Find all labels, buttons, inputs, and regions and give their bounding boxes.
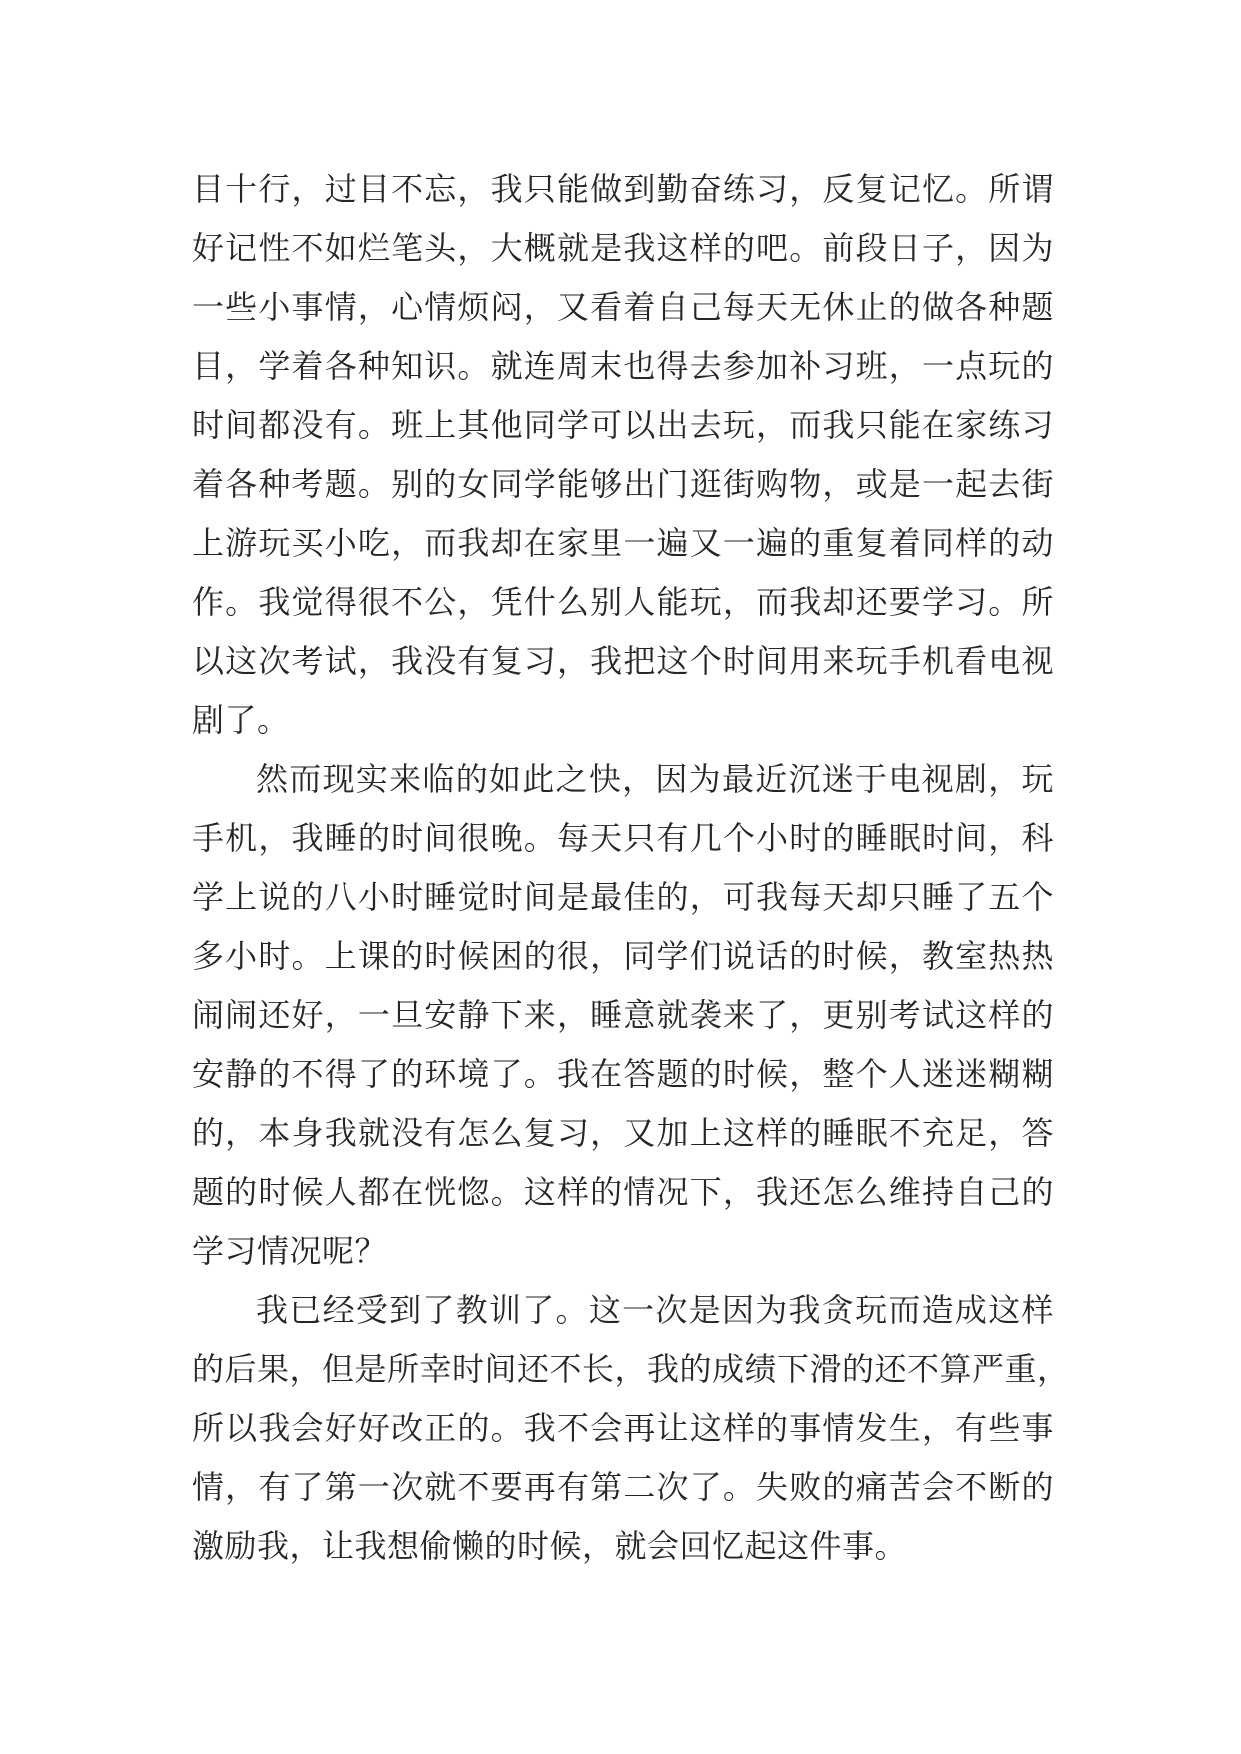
paragraph-line: 目，学着各种知识。就连周末也得去参加补习班，一点玩的 [192, 347, 1054, 385]
paragraph-line: 多小时。上课的时候困的很，同学们说话的时候，教室热热 [192, 937, 1054, 975]
document-body [192, 160, 1070, 1576]
paragraph-line: 目十行，过目不忘，我只能做到勤奋练习，反复记忆。所谓 [192, 170, 1054, 208]
paragraph-2 [192, 750, 1054, 1281]
paragraph-line: 我已经受到了教训了。这一次是因为我贪玩而造成这样 [256, 1291, 1054, 1329]
paragraph-1 [192, 160, 1054, 750]
paragraph-line: 好记性不如烂笔头，大概就是我这样的吧。前段日子，因为 [192, 229, 1054, 267]
paragraph-line: 上游玩买小吃，而我却在家里一遍又一遍的重复着同样的动 [192, 524, 1054, 562]
paragraph-line: 一些小事情，心情烦闷，又看着自己每天无休止的做各种题 [192, 288, 1054, 326]
paragraph-line: 然而现实来临的如此之快，因为最近沉迷于电视剧，玩 [256, 760, 1054, 798]
paragraph-line: 学习情况呢？ [192, 1232, 388, 1270]
paragraph-line: 情，有了第一次就不要再有第二次了。失败的痛苦会不断的 [192, 1468, 1054, 1506]
paragraph-line: 着各种考题。别的女同学能够出门逛街购物，或是一起去街 [192, 465, 1054, 503]
paragraph-line: 题的时候人都在恍惚。这样的情况下，我还怎么维持自己的 [192, 1173, 1054, 1211]
paragraph-line: 激励我，让我想偷懒的时候，就会回忆起这件事。 [192, 1527, 908, 1565]
paragraph-line: 所以我会好好改正的。我不会再让这样的事情发生，有些事 [192, 1409, 1054, 1447]
paragraph-line: 安静的不得了的环境了。我在答题的时候，整个人迷迷糊糊 [192, 1055, 1054, 1093]
paragraph-line: 的，本身我就没有怎么复习，又加上这样的睡眠不充足，答 [192, 1114, 1054, 1152]
paragraph-3 [192, 1281, 1070, 1576]
paragraph-line: 时间都没有。班上其他同学可以出去玩，而我只能在家练习 [192, 406, 1054, 444]
paragraph-line: 作。我觉得很不公，凭什么别人能玩，而我却还要学习。所 [192, 583, 1054, 621]
paragraph-line: 以这次考试，我没有复习，我把这个时间用来玩手机看电视 [192, 642, 1054, 680]
paragraph-line: 闹闹还好，一旦安静下来，睡意就袭来了，更别考试这样的 [192, 996, 1054, 1034]
paragraph-line: 学上说的八小时睡觉时间是最佳的，可我每天却只睡了五个 [192, 878, 1054, 916]
paragraph-line: 手机，我睡的时间很晚。每天只有几个小时的睡眠时间，科 [192, 819, 1054, 857]
paragraph-line: 剧了。 [192, 701, 290, 739]
paragraph-line: 的后果，但是所幸时间还不长，我的成绩下滑的还不算严重， [192, 1350, 1070, 1388]
